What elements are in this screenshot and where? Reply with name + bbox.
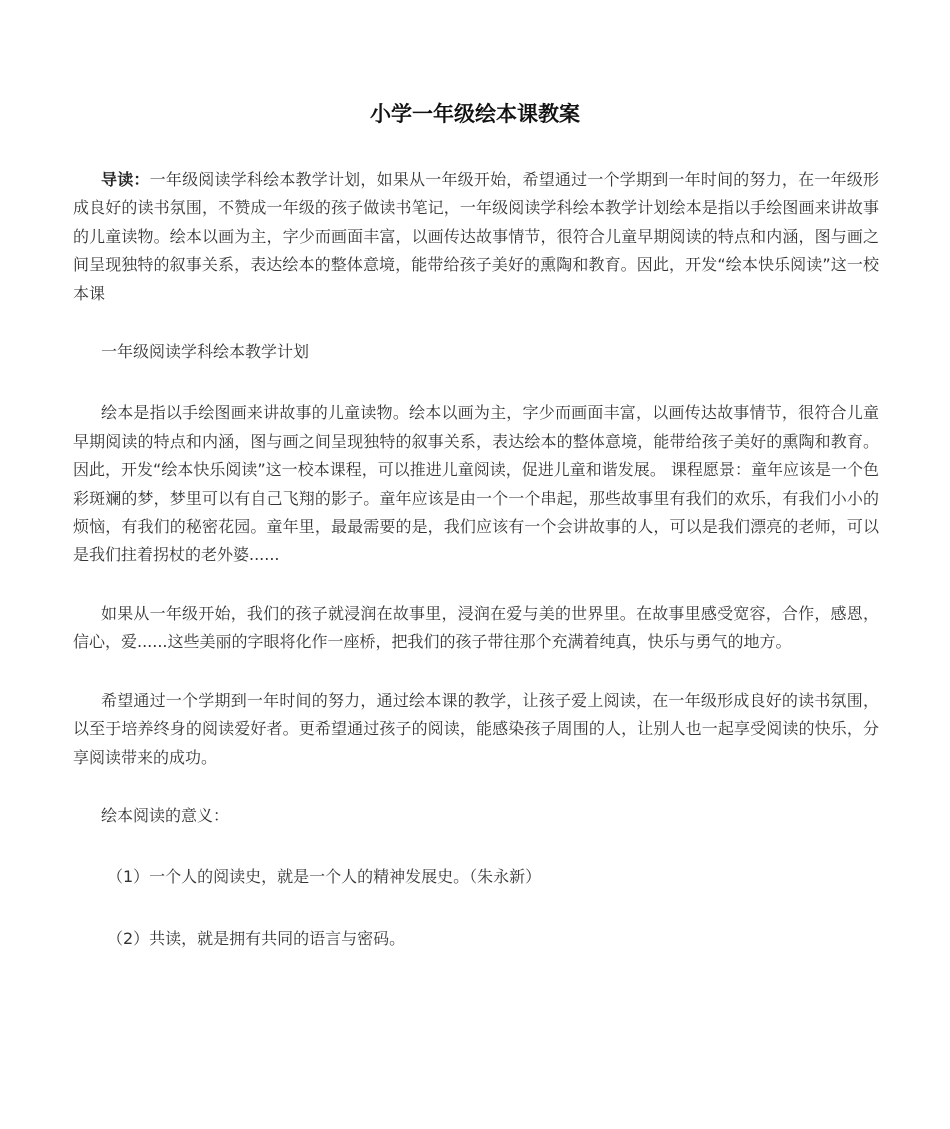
body-paragraph: 希望通过一个学期到一年时间的努力，通过绘本课的教学，让孩子爱上阅读，在一年级形成良好的读书氛围，以至于培养终身的阅读爱好者。更希望通过孩子的阅读，能感染孩子周围的人，让别人也一起享受阅读的快乐，分享阅读带来的成功。: [73, 690, 879, 767]
meaning-heading: 绘本阅读的意义：: [101, 805, 230, 825]
lead-label: 导读：: [101, 170, 150, 189]
subheading: 一年级阅读学科绘本教学计划: [101, 342, 310, 362]
meaning-item: （2）共读，就是拥有共同的语言与密码。: [107, 928, 406, 948]
meaning-item: （1）一个人的阅读史，就是一个人的精神发展史。（朱永新）: [107, 867, 542, 887]
document-title: 小学一年级绘本课教案: [370, 102, 580, 126]
lead-paragraph: [73, 166, 879, 308]
document-body: [73, 166, 879, 986]
lead-text: 一年级阅读学科绘本教学计划，如果从一年级开始，希望通过一个学期到一年时间的努力，在一年级形成良好的读书氛围，不赞成一年级的孩子做读书笔记，一年级阅读学科绘本教学计划绘本是指以手绘图画来讲故事的儿童读物。绘本以画为主，字少而画面丰富，以画传达故事情节，很符合儿童早期阅读的特点和内涵，图与画之间呈现独特的叙事关系，表达绘本的整体意境，能带给孩子美好的熏陶和教育。因此，开发“绘本快乐阅读”这一校本课: [73, 170, 879, 303]
body-paragraph: 绘本是指以手绘图画来讲故事的儿童读物。绘本以画为主，字少而画面丰富，以画传达故事情节，很符合儿童早期阅读的特点和内涵，图与画之间呈现独特的叙事关系，表达绘本的整体意境，能带给孩子美好的熏陶和教育。因此，开发“绘本快乐阅读”这一校本课程，可以推进儿童阅读，促进儿童和谐发展。 课程愿景：童年应该是一个色彩斑斓的梦，梦里可以有自己飞翔的影子。童年应该是由一个一个串起，那些故事里有我们的欢乐，有我们小小的烦恼，有我们的秘密花园。童年里，最最需要的是，我们应该有一个会讲故事的人，可以是我们漂亮的老师，可以是我们拄着拐杖的老外婆......: [73, 403, 879, 565]
body-paragraph: 如果从一年级开始，我们的孩子就浸润在故事里，浸润在爱与美的世界里。在故事里感受宽容，合作，感恩，信心，爱......这些美丽的字眼将化作一座桥，把我们的孩子带往那个充满着纯真，快乐与勇气的地方。: [73, 603, 879, 652]
